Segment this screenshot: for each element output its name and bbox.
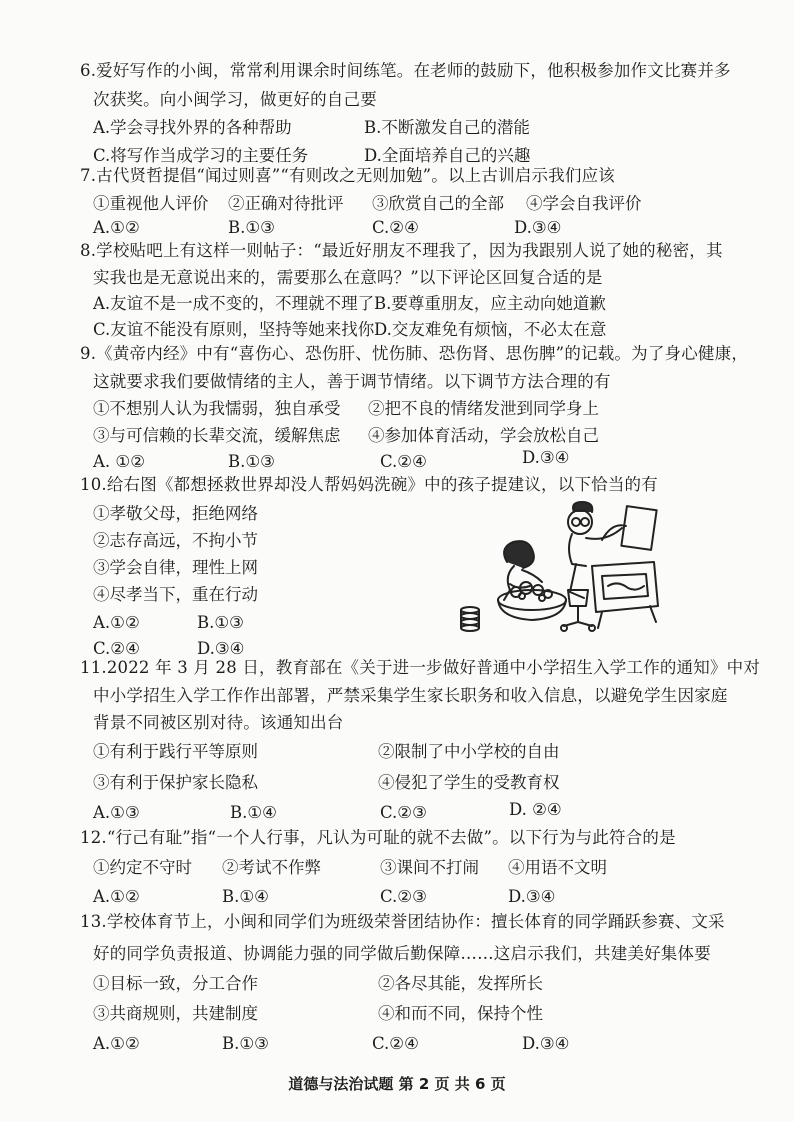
q13-option-d: D.③④ [522, 1034, 570, 1053]
q10-item-4: ④尽孝当下，重在行动 [93, 585, 258, 604]
q7-item-2: ②正确对待批评 [228, 194, 344, 213]
q10-option-c: C.②④ [93, 639, 140, 658]
q6-option-c: C.将写作当成学习的主要任务 [93, 146, 309, 165]
q12-option-d: D.③④ [508, 887, 556, 906]
q12-item-2: ②考试不作弊 [222, 858, 321, 877]
q12-stem-line1: 12.“行己有耻”指“一个人行事，凡认为可耻的就不去做”。以下行为与此符合的是 [80, 828, 676, 847]
q7-item-3: ③欣赏自己的全部 [372, 194, 504, 213]
q11-item-3: ③有利于保护家长隐私 [93, 773, 258, 792]
q7-stem-line1: 7.古代贤哲提倡“闻过则喜”“有则改之无则加勉”。以上古训启示我们应该 [80, 166, 615, 185]
q11-option-b: B.①④ [230, 803, 277, 822]
q8-option-a: A.友谊不是一成不变的，不理就不理了 [93, 294, 375, 313]
computer-desk [592, 506, 658, 628]
q11-item-1: ①有利于践行平等原则 [93, 742, 258, 761]
q11-item-2: ②限制了中小学校的自由 [378, 742, 560, 761]
q7-option-b: B.①③ [228, 218, 275, 237]
q11-option-a: A.①③ [93, 803, 140, 822]
q11-stem-line1: 11.2022 年 3 月 28 日，教育部在《关于进一步做好普通中小学招生入学工作的通知》中对 [80, 658, 761, 677]
q8-option-c: C.友谊不能没有原则，坚持等她来找你 [93, 320, 375, 339]
q9-option-c: C.②④ [380, 452, 427, 471]
q13-option-b: B.①③ [222, 1034, 269, 1053]
q9-item-3: ③与可信赖的长辈交流，缓解焦虑 [93, 426, 341, 445]
q10-option-b: B.①③ [197, 613, 244, 632]
q8-option-d: D.交友难免有烦恼，不必太在意 [374, 320, 607, 339]
q13-item-1: ①目标一致，分工合作 [93, 974, 258, 993]
cartoon-illustration [452, 500, 667, 640]
q10-option-d: D.③④ [197, 639, 245, 658]
q6-option-b: B.不断激发自己的潜能 [364, 118, 530, 137]
q6-stem-line1: 6.爱好写作的小闽，常常利用课余时间练笔。在老师的鼓励下，他积极参加作文比赛并多 [80, 61, 731, 80]
q9-item-1: ①不想别人认为我懦弱，独自承受 [93, 399, 341, 418]
q9-item-4: ④参加体育活动，学会放松自己 [368, 426, 599, 445]
q11-stem-line3: 背景不同被区别对待。该通知出台 [93, 713, 344, 732]
q7-option-d: D.③④ [514, 218, 562, 237]
q13-item-2: ②各尽其能，发挥所长 [378, 974, 543, 993]
q10-option-a: A.①② [93, 613, 140, 632]
q9-option-b: B.①③ [228, 452, 275, 471]
q10-item-1: ①孝敬父母，拒绝网络 [93, 504, 258, 523]
q12-option-a: A.①② [93, 887, 140, 906]
q7-item-1: ①重视他人评价 [93, 194, 209, 213]
q13-item-3: ③共商规则，共建制度 [93, 1004, 258, 1023]
q9-item-2: ②把不良的情绪发泄到同学身上 [368, 399, 599, 418]
page-footer: 道德与法治试题 第 2 页 共 6 页 [288, 1075, 506, 1093]
q12-option-c: C.②③ [380, 887, 427, 906]
q13-stem-line2: 好的同学负责报道、协调能力强的同学做后勤保障……这启示我们，共建美好集体要 [93, 944, 711, 963]
q8-option-b: B.要尊重朋友，应主动向她道歉 [374, 294, 606, 313]
q7-option-c: C.②④ [372, 218, 419, 237]
q8-stem-line2: 实我也是无意说出来的，需要那么在意吗？”以下评论区回复合适的是 [93, 268, 603, 287]
q8-stem-line1: 8.学校贴吧上有这样一则帖子：“最近好朋友不理我了，因为我跟别人说了她的秘密，其 [80, 241, 723, 260]
q13-stem-line1: 13.学校体育节上，小闽和同学们为班级荣誉团结协作：擅长体育的同学踊跃参赛、文采 [80, 912, 725, 931]
q7-item-4: ④学会自我评价 [526, 194, 642, 213]
q9-stem-line2: 这就要求我们要做情绪的主人，善于调节情绪。以下调节方法合理的有 [93, 372, 611, 391]
q13-option-c: C.②④ [372, 1034, 419, 1053]
q6-option-d: D.全面培养自己的兴趣 [364, 146, 531, 165]
q12-item-4: ④用语不文明 [508, 858, 607, 877]
q11-stem-line2: 中小学招生入学工作作出部署，严禁采集学生家长职务和收入信息，以避免学生因家庭 [93, 686, 728, 705]
q11-item-4: ④侵犯了学生的受教育权 [378, 773, 560, 792]
q6-option-a: A.学会寻找外界的各种帮助 [93, 118, 292, 137]
q9-option-a: A. ①② [93, 452, 145, 471]
q12-item-1: ①约定不守时 [93, 858, 192, 877]
q13-option-a: A.①② [93, 1034, 140, 1053]
q11-option-c: C.②③ [380, 803, 427, 822]
q10-stem-line1: 10.给右图《都想拯救世界却没人帮妈妈洗碗》中的孩子提建议，以下恰当的有 [80, 475, 658, 494]
q12-option-b: B.①④ [222, 887, 269, 906]
dish-stack [461, 607, 479, 631]
q11-option-d: D. ②④ [509, 800, 562, 819]
q10-item-3: ③学会自律，理性上网 [93, 558, 258, 577]
q6-stem-line2: 次获奖。向小闽学习，做更好的自己要 [93, 90, 377, 109]
q7-option-a: A.①② [93, 218, 140, 237]
q13-item-4: ④和而不同，保持个性 [378, 1004, 543, 1023]
q9-option-d: D.③④ [522, 448, 570, 467]
q12-item-3: ③课间不打闹 [380, 858, 479, 877]
q10-item-2: ②志存高远，不拘小节 [93, 531, 258, 550]
q9-stem-line1: 9.《黄帝内经》中有“喜伤心、恐伤肝、忧伤肺、恐伤肾、思伤脾”的记载。为了身心健康， [80, 344, 749, 363]
